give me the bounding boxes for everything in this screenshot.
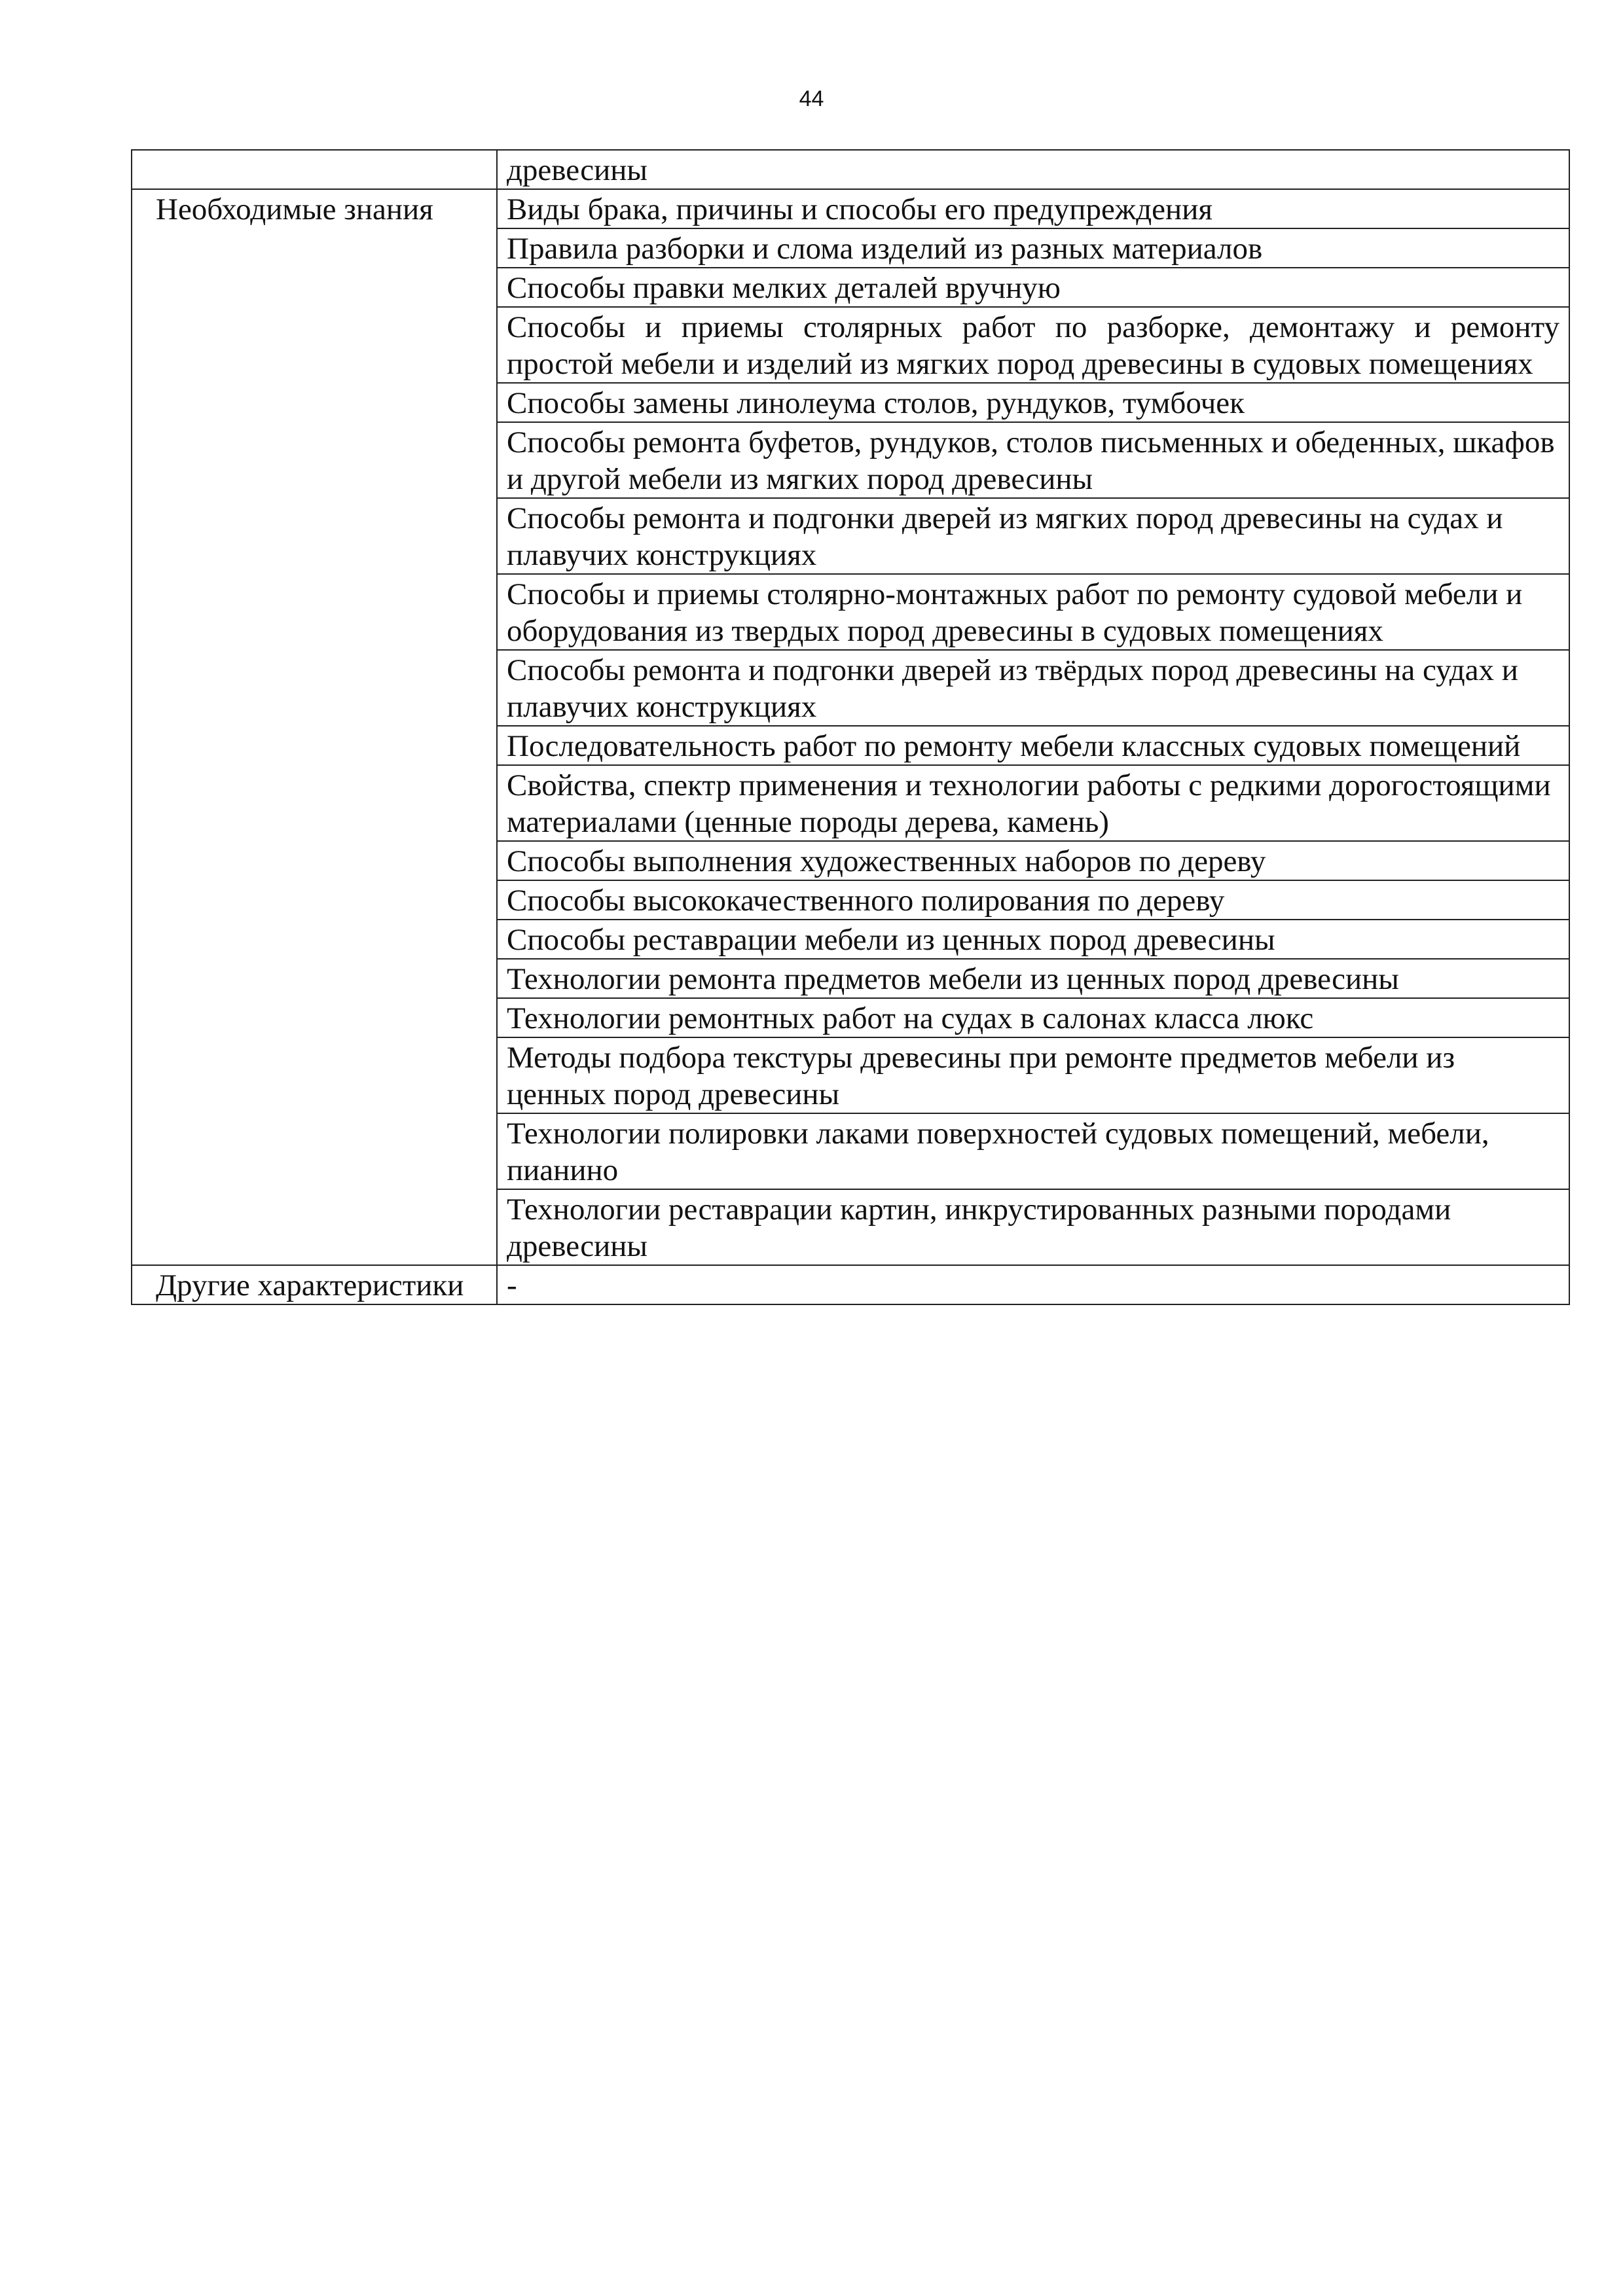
empty-label-cell [132, 150, 497, 189]
knowledge-item: Способы ремонта и подгонки дверей из мягких пород древесины на судах и плавучих конструкциях [497, 498, 1569, 574]
table-row [132, 1265, 1569, 1304]
knowledge-item: Технологии реставрации картин, инкрустированных разными породами древесины [497, 1189, 1569, 1265]
characteristics-table [131, 149, 1570, 1305]
knowledge-item: Способы правки мелких деталей вручную [497, 268, 1569, 307]
knowledge-label: Необходимые знания [132, 189, 497, 1265]
knowledge-item: Способы ремонта и подгонки дверей из твёрдых пород древесины на судах и плавучих конструкциях [497, 650, 1569, 726]
knowledge-item: Виды брака, причины и способы его предупреждения [497, 189, 1569, 228]
page-number: 44 [799, 86, 824, 111]
table-row [132, 189, 1569, 228]
knowledge-item: Технологии ремонта предметов мебели из ценных пород древесины [497, 959, 1569, 998]
knowledge-item: Способы замены линолеума столов, рундуков, тумбочек [497, 383, 1569, 422]
knowledge-item: Способы и приемы столярных работ по разборке, демонтажу и ремонту простой мебели и изделий из мягких пород древесины в судовых помещениях [497, 307, 1569, 383]
table-row [132, 150, 1569, 189]
knowledge-item: Способы реставрации мебели из ценных пород древесины [497, 920, 1569, 959]
knowledge-item: Правила разборки и слома изделий из разных материалов [497, 228, 1569, 268]
knowledge-item: Последовательность работ по ремонту мебели классных судовых помещений [497, 726, 1569, 765]
knowledge-item: Методы подбора текстуры древесины при ремонте предметов мебели из ценных пород древесины [497, 1037, 1569, 1113]
knowledge-item: Способы высококачественного полирования по дереву [497, 880, 1569, 920]
continuation-cell: древесины [497, 150, 1569, 189]
knowledge-item: Способы и приемы столярно-монтажных работ по ремонту судовой мебели и оборудования из твердых пород древесины в судовых помещениях [497, 574, 1569, 650]
knowledge-item: Способы ремонта буфетов, рундуков, столов письменных и обеденных, шкафов и другой мебели из мягких пород древесины [497, 422, 1569, 498]
knowledge-item: Свойства, спектр применения и технологии работы с редкими дорогостоящими материалами (ценные породы дерева, камень) [497, 765, 1569, 841]
knowledge-item: Технологии полировки лаками поверхностей судовых помещений, мебели, пианино [497, 1113, 1569, 1189]
knowledge-item: Технологии ремонтных работ на судах в салонах класса люкс [497, 998, 1569, 1037]
other-characteristics-label: Другие характеристики [132, 1265, 497, 1304]
other-characteristics-value: - [497, 1265, 1569, 1304]
knowledge-item: Способы выполнения художественных наборов по дереву [497, 841, 1569, 880]
